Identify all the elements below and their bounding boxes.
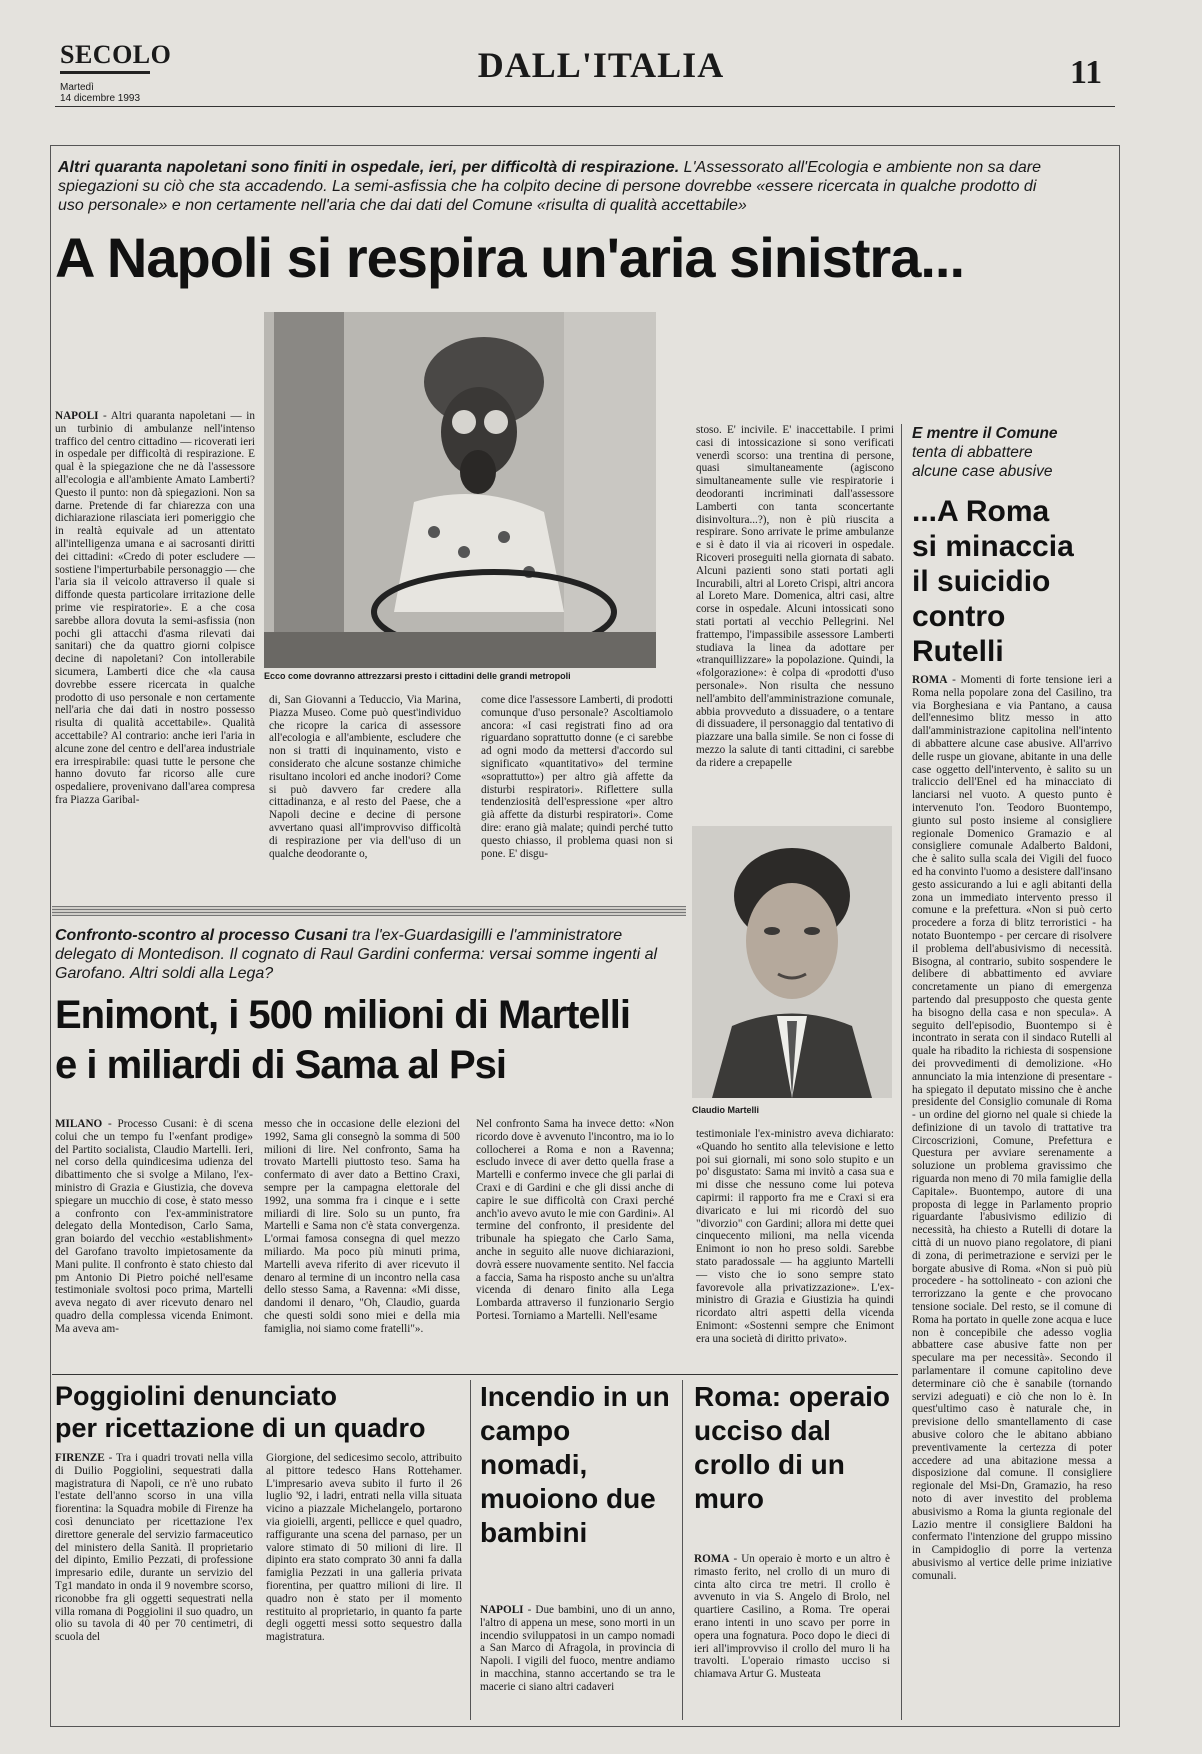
story1-column-4: stoso. E' incivile. E' inaccettabile. I primi casi di intossicazione si sono verificati venerdì scorso: una trentina di persone, quasi simultaneamente (agiscono simultaneamente sulle vie respiratorie i deodoranti incriminati dall'assessore Lamberti con tanta sconcertante disinvoltura...?), non è più riuscita a respirare. Sono arrivate le prime ambulanze e si è dato il via ai ricoveri in ospedale. Ricoveri proseguiti nella giornata di sabato. Alcuni pazienti sono stati portati agli Incurabili, altri al Loreto Crispi, altri ancora al Loreto Mare. Domenica, altri casi, altre corse in ospedale. Alcuni intossicati sono stati portati al vecchio Pellegrini. Nel frattempo, l'impassibile assessore Lamberti studiava la linea da adottare per «tranquillizzare» la popolazione. Quindi, la «folgorazione»: è colpa di «prodotti d'uso personale». Non risulta che nessuno nell'ambito dell'amministrazione comunale, abbia provveduto a dissuadere, o a tentare di dissuadere, il personaggio dal tentativo di piazzare una balla simile. Se non ci fosse di mezzo la salute di tanti cittadini, ci sarebbe da ridere a crepapelle [696,424,894,769]
story5-dateline: ROMA [694,1553,730,1565]
story2-headline [55,990,695,1090]
story1-dateline: NAPOLI [55,410,99,422]
story1-column-3: come dice l'assessore Lamberti, di prodotti comunque d'uso personale? Ascoltiamolo ancora: «I casi registrati fino ad ora riguardano soprattutto donne (e ci sarebbe ad ogni modo da mettersi d'accordo sul significato «quantitativo» del termine «soprattutto») per altro già affette da disturbi respiratori». Riflettere sulla tendenziosità dell'espressione «per altro già affette da disturbi respiratori». Come dire: erano già malate; quindi perché tutto questo chiasso, il problema quasi non si pone. E' disgu- [481,694,673,860]
story2-column-4: testimoniale l'ex-ministro aveva dichiarato: «Quando ho sentito alla televisione e letto poi sui giornali, mi sono solo stupito e un po' disgustato: Sama mi invitò a casa sua e mi disse che nessuno come lui poteva capirmi: il rapporto fra me e Craxi si era divaricato e lui mi ricordò del suo "divorzio" con Gardini; allora mi dette quei cinquecento milioni, ma nella vicenda Enimont io non ho preso soldi. Sarebbe stato paradossale — ha aggiunto Martelli — visto che io sono sempre stato favorevole alla privatizzazione». L'ex-ministro di Grazia e Giustizia ha quindi ricordato altri aspetti della vicenda Enimont: «Sostenni sempre che Enimont era una società di diritto privato». [696,1128,894,1345]
story2-kicker [55,926,685,983]
story2-col1-text: - Processo Cusani: è di scena colui che un tempo fu l'«enfant prodige» del Partito socialista, Claudio Martelli. Ieri, nel corso della quindicesima udienza del dibattimento che si svolge a Milano, l'ex-ministro di Grazia e Giustizia, che doveva spiegare un mucchio di cose, è stato messo a confronto con l'ex-amministratore delegato della Montedison, Carlo Sama, gran boiardo del vecchio «establishment» del Garofano travolto impietosamente da Mani pulite. Il confronto è stato chiesto dal pm Antonio Di Pietro poiché nell'esame testimoniale svoltosi poco prima, Martelli aveva negato di aver ricevuto denaro nel quadro della complessa vicenda Enimont. Ma aveva am- [55,1118,253,1335]
story4-dateline: NAPOLI [480,1604,524,1616]
sidebar-kicker-line-3: alcune case abusive [912,463,1053,480]
story2-dateline: MILANO [55,1118,103,1130]
story1-kicker-rest: L'Assessorato all'Ecologia e ambiente non sa dare spiegazioni su ciò che sta accadendo. La semi-asfissia che ha colpito decine di persone dovrebbe «essere ricercata in qualche prodotto di uso personale» e non certamente nell'aria che dai dati del Comune «risulta di qualità accettabile» [58,159,1042,214]
story1-column-1 [55,410,255,844]
masthead-rule [55,106,1115,107]
story1-photo-caption: Ecco come dovranno attrezzarsi presto i cittadini delle grandi metropoli [264,671,571,681]
story3-col1-text: - Tra i quadri trovati nella villa di Duilio Poggiolini, sequestrati dalla magistratura di Napoli, ce n'è uno rubato l'estate dell'anno scorso in una villa fiorentina: la Squadra mobile di Firenze ha così denunciato per ricettazione l'ex direttore generale del servizio farmaceutico del ministero della Sanità. Il proprietario del dipinto, Emilio Pezzati, di professione impresario edile, durante un servizio del Tg1 mandato in onda il 9 novembre scorso, riconobbe fra gli oggetti sequestrati nella villa romana di Poggiolini il suo quadro, un olio su tavola di 40 per 70 centimetri, di scuola del [55,1452,253,1644]
newspaper-logo: SECOLO [60,40,171,74]
gas-mask-illustration [264,312,656,668]
story4-body [480,1604,675,1718]
story4-headline: Incendio in un campo nomadi, muoiono due bambini [480,1381,670,1548]
story2-column-1 [55,1118,253,1368]
section-title: DALL'ITALIA [477,45,725,85]
bottom-divider-1 [470,1380,471,1720]
bottom-divider-2 [682,1380,683,1720]
sidebar-body-text: - Momenti di forte tensione ieri a Roma nella popolare zona del Casilino, tra via Borghesiana e via Pantano, a causa dell'ennesimo blitz messo in atto dall'amministrazione capitolina nell'intento di abbattere alcune case abusive. All'arrivo delle ruspe un giovane, abitante in una delle case oggetto dell'intervento, è salito su un traliccio dell'Enel ed ha minacciato di lanciarsi nel vuoto. A questo punto è intervenuto l'on. Teodoro Buontempo, giunto sul posto insieme al consigliere regionale Domenico Gramazio e al consigliere comunale Adalberto Baldoni, che è salito sulla scala dei Vigili del fuoco ed ha convinto l'uomo a desistere dall'insano gesto assicurando a lui e agli abitanti della zona un immediato intervento presso il comune e la prefettura. «Non si può certo procedere a forza di blitz terroristici - ha notato Buontempo - per cercare di risolvere il problema dell'abusivismo di necessità. Bisogna, al contrario, subito sospendere le delibere di abbattimento ed avviare concretamente un piano di emergenza partendo dal presupposto che questa gente ha bisogno della casa e non specula». A seguito dell'episodio, Buontempo si è incontrato in serata con il sindaco Rutelli al quale ha ribadito la richiesta di sospensione dei provvedimenti di demolizione. «Ho annunciato la mia intenzione di presentare - ha spiegato il deputato missino che è anche presidente del Consiglio comunale di Roma - un ordine del giorno nel quale si chiede la definizione di un tavolo di trattative tra Circoscrizioni, Comune, Prefettura e Questura per avviare serenamente a soluzione un problema gravissimo che riguarda non meno di 70 mila famiglie della Capitale». Buontempo, autore di una proposta di legge in Parlamento proprio riguardante l'abusivismo edilizio di necessità, ha chiesto a Rutelli di dotare la città di un nuovo piano regolatore, di piani di zona, di perimetrazione e servizi per le borgate abusive di Roma. «Non si può più procedere - ha sottolineato - con azioni che terrorizzano la gente e che provocano tensione sociale. Del resto, se il comune di Roma ha portato in quelle zone acqua e luce non è concepibile che adesso voglia abbattere case abusive fatte non per speculare ma per necessità». Secondo il parlamentare il comune capitolino deve determinare ciò che è sanabile (tornando servizi adeguati) e ciò che non lo è. In quest'ultimo caso è naturale che, in previsione dello smantellamento di case abusive coloro che le abitano abbiano preventivamente la certezza di poter accedere ad una abitazione messa a disposizione dal comune. Il consigliere regionale del Msi-Dn, Gramazio, ha reso noto di aver investito del problema abusivismo a Roma la giunta regionale del Lazio mentre il consigliere Baldoni ha confermato l'intenzione del gruppo missino in Campidoglio di porre la vertenza abusivismo al vertice delle prime iniziative comunali. [912,674,1112,1582]
issue-date-text: 14 dicembre 1993 [60,93,141,104]
story5-headline: Roma: operaio ucciso dal crollo di un muro [694,1381,891,1514]
story3-headline-line-2: per ricettazione di un quadro [55,1413,426,1443]
sidebar-kicker-line-2: tenta di abbattere [912,444,1033,461]
story1-headline: A Napoli si respira un'aria sinistra... [55,226,965,289]
story2-column-2: messo che in occasione delle elezioni del 1992, Sama gli consegnò la somma di 500 milioni di lire. Nel confronto, Sama ha trovato Martelli piuttosto teso. Sama ha confermato di aver dato a Bettino Craxi, sempre per la campagna elettorale del 1992, una somma fra i cinque e i sette miliardi di lire. Solo su un punto, fra Martelli e Sama non c'è stata convergenza. L'ormai famosa consegna di quel mezzo miliardo. Ma poco più minuti prima, Martelli aveva riferito di aver ricevuto il denaro al termine di un incontro nella casa dello stesso Sama, a Ravenna: «Mi disse, dandomi il denaro, "Oh, Claudio, guarda che questi soldi sono miei e della mia famiglia, noi siamo come fratelli"». [264,1118,460,1335]
martelli-photo-caption: Claudio Martelli [692,1105,760,1115]
page-number: 11 [1070,54,1103,91]
story-divider-bar [52,906,686,916]
story1-kicker-bold: Altri quaranta napoletani sono finiti in ospedale, ieri, per difficoltà di respirazione. [58,159,680,176]
gas-mask-photo [264,312,656,668]
story3-headline [55,1380,470,1444]
story2-kicker-bold: Confronto-scontro al processo Cusani [55,927,348,944]
story2-headline-line-1: Enimont, i 500 milioni di Martelli [55,993,630,1037]
story2-column-3: Nel confronto Sama ha invece detto: «Non ricordo dove è avvenuto l'incontro, ma io lo collocherei a Roma e non a Ravenna; escludo invece di aver detto quella frase a Martelli e confermo invece che gli parlai di Craxi e di Gardini e che gli dissi anche di capire le sue difficoltà con Craxi perché anch'io avevo avuto le mie con Gardini». Al termine del confronto, il presidente del tribunale ha spiegato che Carlo Sama, anche in seguito alle nuove dichiarazioni, dovrà essere nuovamente sentito. Nel faccia a faccia, Sama ha risposto anche su un'altra vicenda di denaro finito alla Lega Lombarda attraverso il funzionario Sergio Portesi. Torniamo a Martelli. Nell'esame [476,1118,674,1322]
bottom-section-rule [52,1374,898,1375]
martelli-photo [692,826,892,1098]
story3-column-1 [55,1452,253,1718]
story3-headline-line-1: Poggiolini denunciato [55,1381,337,1411]
portrait-illustration [692,826,892,1098]
sidebar-kicker [912,424,1112,481]
sidebar-kicker-line-1: E mentre il Comune [912,425,1058,442]
sidebar-dateline: ROMA [912,674,948,686]
story3-dateline: FIRENZE [55,1452,105,1464]
story1-col1-text: - Altri quaranta napoletani — in un turbinio di ambulanze nell'intenso traffico del centro cittadino — ricoverati ieri in ospedale per difficoltà di respirazione. E qual è la spiegazione che ne dà l'assessore all'ecologia e all'ambiente Amato Lamberti? Questo il punto: non dà spiegazioni. Non sa darne. Pretende di far chiarezza con una dichiarazione rilasciata ieri pomeriggio che in realtà equivale ad un attentato all'intelligenza umana e ai sacrosanti diritti dei cittadini: «Credo di poter escludere — sostiene l'imperturbabile personaggio — che l'aria sia il veicolo attraverso il quale si diffonde questa particolare irritazione delle prime vie respiratorie». E a che cosa sarebbe allora dovuta la semi-asfissia (non pochi gli attacchi d'asma rilevati dai sanitari) che da quattro giorni colpisce decine di napoletani? Con intollerabile sicumera, Lamberti dice che «la causa dovrebbe essere ricercata in qualche prodotto di uso personale e non certamente nell'aria che dai dati in nostro possesso risulta di qualità accettabile». Qualità accettabile? Al contrario: anche ieri l'aria in alcune zone del centro e dell'area industriale era irrespirabile: quasi tutte le persone che hanno dovuto far ricorso alle cure ospedaliere, provenivano dall'area compresa fra Piazza Garibal- [55,410,255,806]
story2-headline-line-2: e i miliardi di Sama al Psi [55,1043,506,1087]
story4-body-text: - Due bambini, uno di un anno, l'altro di appena un mese, sono morti in un incendio sviluppatosi in un campo nomadi a San Marco di Afragola, in provincia di Napoli. I vigili del fuoco, mentre andiamo in macchina, stanno accertando se tra le macerie ci siano altri cadaveri [480,1604,675,1693]
story1-column-2: di, San Giovanni a Teduccio, Via Marina, Piazza Museo. Come può quest'individuo che ricopre la carica di assessore all'ecologia e all'ambiente, escludere che non si tratti di inquinamento, visto e considerato che alcune sostanze chimiche risultano incolori ed anche inodori? Come si può davvero far credere alla cittadinanza, e al resto del Paese, che a Napoli decine e decine di persone avvertano quasi all'improvviso difficoltà di respirazione per via dell'uso di un qualche deodorante o, [269,694,461,860]
story1-kicker [58,158,1058,215]
story5-body-text: - Un operaio è morto e un altro è rimasto ferito, nel crollo di un muro di cinta alto circa tre metri. Il crollo è avvenuto in via S. Angelo di Brolo, nel quartiere Casilino, a Roma. Tre operai erano intenti in uno scavo per porre in opera una fognatura. Poco dopo le dieci di ieri all'improvviso il crollo del muro li ha travolti. L'operaio rimasto ucciso si chiamava Artur G. Musteata [694,1553,890,1681]
story5-body [694,1553,890,1718]
sidebar-body [912,674,1112,1720]
sidebar-divider [901,424,902,1720]
sidebar-headline: ...A Roma si minaccia il suicidio contro Rutelli [912,495,1074,668]
story3-column-2: Giorgione, del sedicesimo secolo, attribuito al pittore tedesco Hans Rottehamer. L'impresario aveva subito il furto il 26 luglio '92, i ladri, entrati nella villa situata vicino a piazzale Michelangelo, portarono via gioielli, argenti, pellicce e quel quadro, raffigurante una scena del parnaso, per un valore stimato di 50 milioni di lire. Il dipinto era stato comprato 30 anni fa dalla famiglia Pezzati in una galleria privata fiorentina, per quattro milioni di lire. Il quadro non è stato per il momento restituito al proprietario, in quanto fa parte degli oggetti messi sotto sequestro dalla magistratura. [266,1452,462,1644]
issue-day: Martedì [60,82,94,93]
story2-kicker-rest: tra l'ex-Guardasigilli e l'amministratore delegato di Montedison. Il cognato di Raul Gardini conferma: versai somme ingenti al Garofano. Altri soldi alla Lega? [55,927,658,982]
